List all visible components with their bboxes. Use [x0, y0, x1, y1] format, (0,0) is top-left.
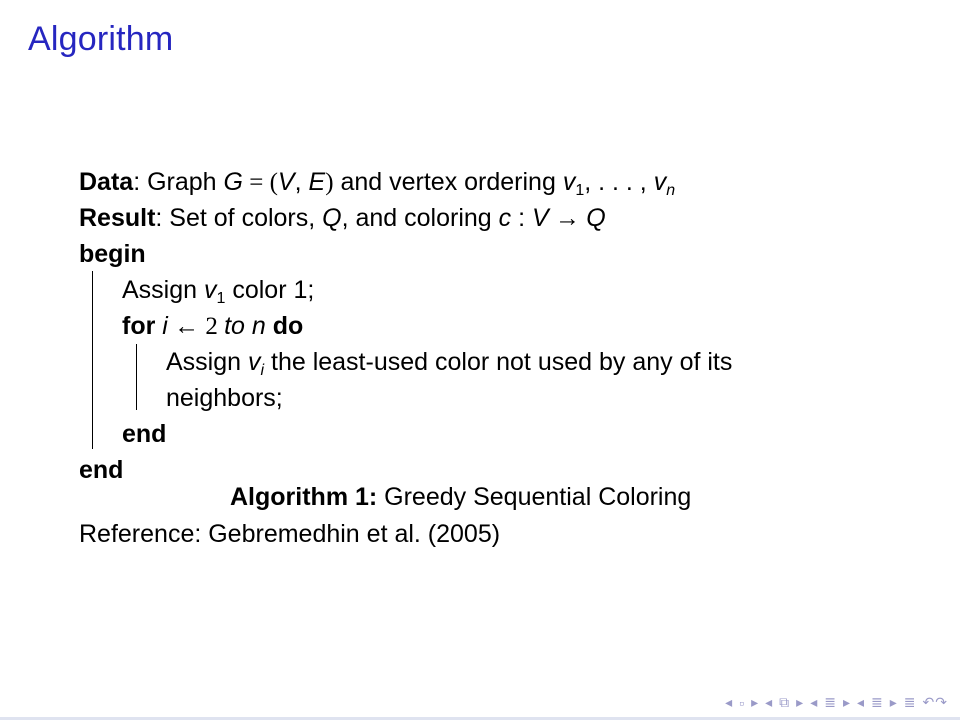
math-dots: , . . . , [584, 168, 654, 196]
algorithm-caption [230, 483, 691, 512]
begin-keyword: begin [79, 240, 146, 268]
nav-prev-section-icon[interactable]: ◂ [857, 694, 866, 710]
math-colon: : [511, 204, 532, 232]
assign2-text: Assign [166, 348, 248, 376]
do-keyword: do [265, 312, 304, 340]
assign-text: Assign [122, 276, 204, 304]
slide-title: Algorithm [28, 20, 174, 58]
math-arrow: → [548, 205, 587, 232]
assign-loop-cont: neighbors; [166, 384, 283, 412]
assign-first-line [79, 272, 732, 308]
nav-prev-frame-icon[interactable]: ◂ [725, 694, 734, 710]
math-v1b: v [203, 276, 217, 304]
math-vi-sub: i [260, 362, 265, 379]
math-close: ) [325, 169, 334, 196]
math-vn: v [653, 168, 667, 196]
for-keyword: for [122, 312, 156, 340]
nav-frame-icon[interactable]: ▫ [739, 694, 746, 711]
nav-prev-subsection-icon[interactable]: ◂ [810, 694, 819, 710]
reference-line: Reference: Gebremedhin et al. (2005) [79, 520, 501, 548]
nav-next-section-icon[interactable]: ▸ [889, 694, 898, 710]
nav-back-forward-icon[interactable]: ↶↷ [922, 694, 948, 710]
math-Q2: Q [586, 204, 606, 232]
math-vn-sub: n [666, 182, 676, 199]
math-c: c [498, 204, 512, 232]
math-assign-arrow: ← 2 [167, 313, 225, 340]
beamer-navigation [725, 694, 948, 711]
math-G: G [223, 168, 243, 196]
caption-label: Algorithm 1: [230, 483, 378, 511]
math-v1: v [562, 168, 576, 196]
for-to: to n [224, 312, 266, 340]
nav-next-slide-icon[interactable]: ▸ [796, 694, 805, 710]
nav-next-subsection-icon[interactable]: ▸ [842, 694, 851, 710]
assign-loop-line [79, 344, 732, 380]
math-i: i [155, 312, 168, 340]
nav-next-frame-icon[interactable]: ▸ [751, 694, 760, 710]
data-text: : Graph [133, 168, 224, 196]
nav-slide-icon[interactable]: ⧉ [779, 694, 791, 710]
data-label: Data [79, 168, 134, 196]
result-line [79, 200, 732, 236]
math-vi: v [247, 348, 261, 376]
data-line [79, 164, 732, 200]
nav-section-icon[interactable]: ≣ [871, 694, 884, 710]
data-text-2: and vertex ordering [333, 168, 563, 196]
math-Q: Q [322, 204, 342, 232]
result-text-2: , and coloring [341, 204, 499, 232]
caption-text: Greedy Sequential Coloring [377, 483, 692, 511]
result-text: : Set of colors, [155, 204, 323, 232]
math-v1-sub: 1 [575, 182, 585, 199]
nav-document-icon[interactable]: ≣ [903, 694, 917, 710]
end-inner-keyword: end [122, 420, 167, 448]
end-outer-keyword: end [79, 456, 124, 484]
math-V2: V [532, 204, 549, 232]
for-line [79, 308, 732, 344]
math-E: E [308, 168, 326, 196]
nav-subsection-icon[interactable]: ≣ [824, 694, 837, 710]
assign2-rest: the least-used color not used by any of its [264, 348, 733, 376]
assign-rest: color 1; [225, 276, 315, 304]
math-comma: , [294, 168, 309, 196]
result-label: Result [79, 204, 156, 232]
math-eq: = ( [242, 169, 278, 196]
algorithm-block [79, 164, 732, 488]
math-V: V [277, 168, 295, 196]
math-v1b-sub: 1 [216, 290, 226, 307]
nav-prev-slide-icon[interactable]: ◂ [765, 694, 774, 710]
